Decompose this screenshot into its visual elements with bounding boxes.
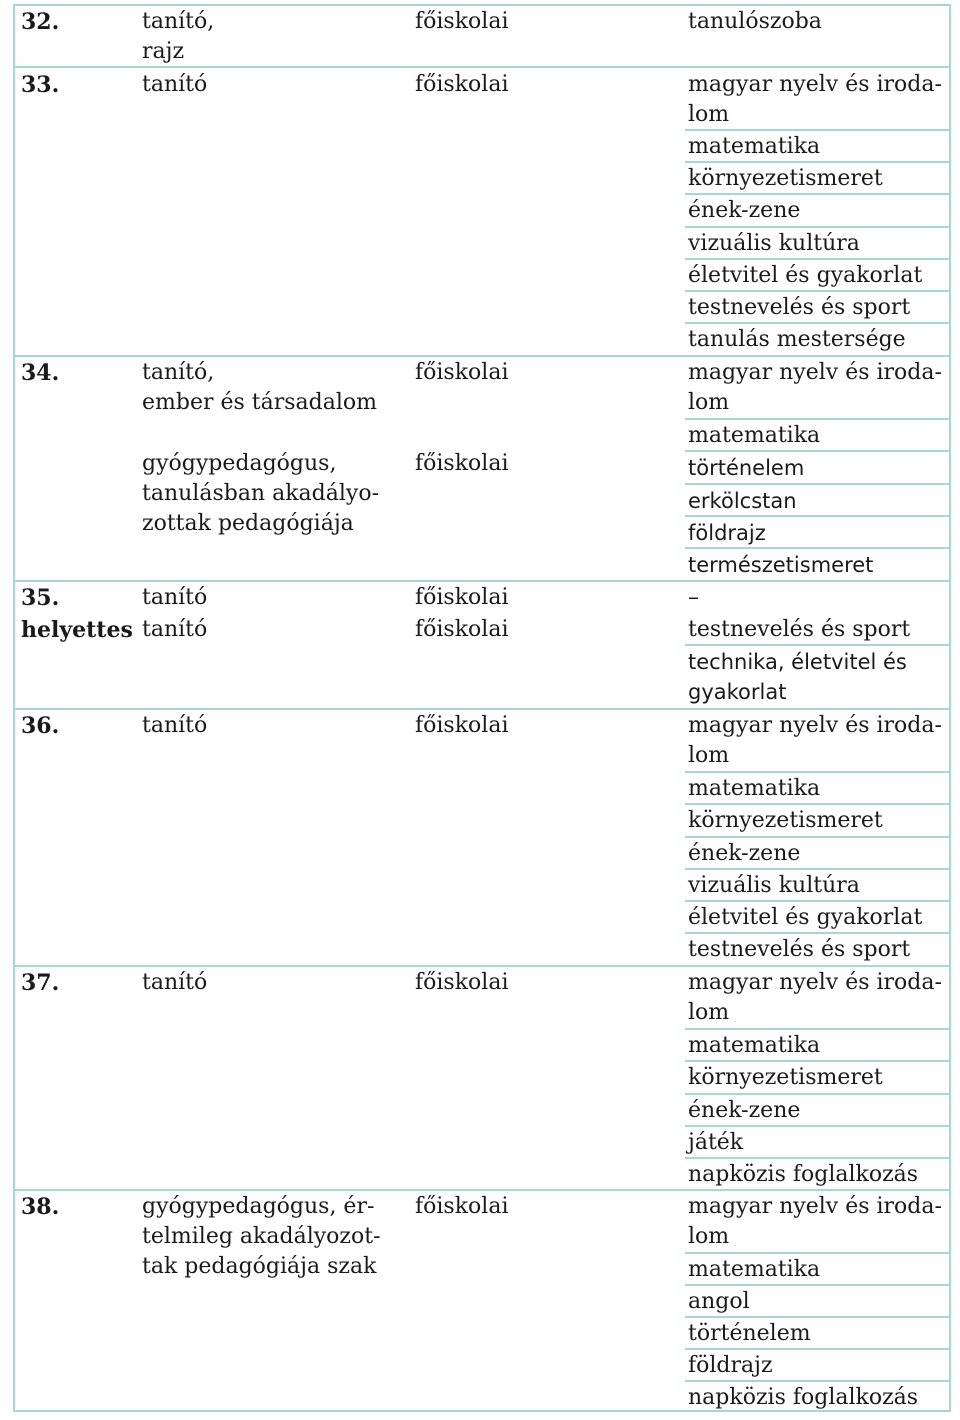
subject-divider bbox=[685, 1093, 951, 1095]
subject-text: – bbox=[688, 585, 699, 610]
subject-text: magyar nyelv és iroda- bbox=[688, 713, 942, 738]
row-number: 37. bbox=[21, 970, 60, 996]
subject-text: matematika bbox=[688, 1257, 821, 1282]
position-text: tanulásban akadályo- bbox=[142, 481, 380, 506]
subject-text: vizuális kultúra bbox=[688, 231, 860, 256]
subject-text: matematika bbox=[688, 1033, 821, 1058]
degree-text: főiskolai bbox=[415, 585, 509, 610]
subject-text: napközis foglalkozás bbox=[688, 1385, 919, 1410]
subject-divider bbox=[685, 771, 951, 773]
subject-text: matematika bbox=[688, 776, 821, 801]
subject-text: lom bbox=[688, 102, 730, 127]
degree-text: főiskolai bbox=[415, 72, 509, 97]
subject-text: vizuális kultúra bbox=[688, 873, 860, 898]
subject-divider bbox=[685, 226, 951, 228]
position-text: tanító bbox=[142, 585, 208, 610]
degree-text: főiskolai bbox=[415, 360, 509, 385]
subject-text: magyar nyelv és iroda- bbox=[688, 1194, 942, 1219]
degree-text: főiskolai bbox=[415, 617, 509, 642]
subject-divider bbox=[685, 836, 951, 838]
row-number: 38. bbox=[21, 1194, 60, 1220]
subject-divider bbox=[685, 483, 951, 485]
subject-text: tanulás mestersége bbox=[688, 327, 906, 352]
subject-text: tanulószoba bbox=[688, 9, 822, 34]
subject-text: életvitel és gyakorlat bbox=[688, 905, 923, 930]
subject-text: életvitel és gyakorlat bbox=[688, 263, 923, 288]
row-number: 33. bbox=[21, 72, 60, 98]
position-text: tanító bbox=[142, 617, 208, 642]
subject-text: ének-zene bbox=[688, 1098, 801, 1123]
subject-text: földrajz bbox=[688, 1353, 773, 1378]
row-number: 36. bbox=[21, 713, 60, 739]
subject-text: természetismeret bbox=[688, 553, 874, 577]
row-divider bbox=[13, 355, 951, 357]
subject-text: játék bbox=[688, 1130, 744, 1155]
subject-text: magyar nyelv és iroda- bbox=[688, 360, 942, 385]
position-text: gyógypedagógus, ér- bbox=[142, 1194, 375, 1219]
position-text: tak pedagógiája szak bbox=[142, 1254, 377, 1279]
subject-text: környezetismeret bbox=[688, 1065, 883, 1090]
subject-text: napközis foglalkozás bbox=[688, 1162, 919, 1187]
subject-text: magyar nyelv és iroda- bbox=[688, 72, 942, 97]
subject-text: lom bbox=[688, 1000, 730, 1025]
position-text: tanító bbox=[142, 713, 208, 738]
row-divider bbox=[13, 708, 951, 710]
position-text: ember és társadalom bbox=[142, 390, 378, 415]
subject-text: technika, életvitel és bbox=[688, 650, 907, 674]
subject-text: ének-zene bbox=[688, 198, 801, 223]
position-text: tanító bbox=[142, 970, 208, 995]
subject-text: lom bbox=[688, 743, 730, 768]
position-text: zottak pedagógiája bbox=[142, 511, 354, 536]
position-text: tanító, bbox=[142, 360, 215, 385]
subject-text: ének-zene bbox=[688, 841, 801, 866]
degree-text: főiskolai bbox=[415, 451, 509, 476]
row-divider bbox=[13, 580, 951, 582]
subject-text: lom bbox=[688, 1224, 730, 1249]
degree-text: főiskolai bbox=[415, 9, 509, 34]
degree-text: főiskolai bbox=[415, 970, 509, 995]
row-number: 32. bbox=[21, 9, 60, 35]
subject-text: földrajz bbox=[688, 521, 766, 545]
subject-text: matematika bbox=[688, 134, 821, 159]
subject-text: gyakorlat bbox=[688, 680, 787, 704]
subject-text: történelem bbox=[688, 1321, 811, 1346]
degree-text: főiskolai bbox=[415, 713, 509, 738]
subject-text: testnevelés és sport bbox=[688, 937, 911, 962]
row-number: 34. bbox=[21, 360, 60, 386]
position-text: tanító, bbox=[142, 9, 215, 34]
subject-text: matematika bbox=[688, 423, 821, 448]
subject-text: magyar nyelv és iroda- bbox=[688, 970, 942, 995]
subject-text: környezetismeret bbox=[688, 166, 883, 191]
subject-divider bbox=[685, 1252, 951, 1254]
subject-text: történelem bbox=[688, 456, 805, 480]
position-text: tanító bbox=[142, 72, 208, 97]
subject-text: testnevelés és sport bbox=[688, 617, 911, 642]
subject-text: testnevelés és sport bbox=[688, 295, 911, 320]
subject-text: lom bbox=[688, 390, 730, 415]
subject-text: angol bbox=[688, 1289, 750, 1314]
row-number: 35. bbox=[21, 585, 60, 611]
subject-divider bbox=[685, 418, 951, 420]
row-divider bbox=[13, 965, 951, 967]
position-text: gyógypedagógus, bbox=[142, 451, 337, 476]
position-text: telmileg akadályozot- bbox=[142, 1224, 381, 1249]
subject-divider bbox=[685, 1028, 951, 1030]
subject-text: környezetismeret bbox=[688, 808, 883, 833]
row-number: helyettes bbox=[21, 617, 133, 643]
position-text: rajz bbox=[142, 39, 185, 64]
subject-text: erkölcstan bbox=[688, 489, 797, 513]
degree-text: főiskolai bbox=[415, 1194, 509, 1219]
